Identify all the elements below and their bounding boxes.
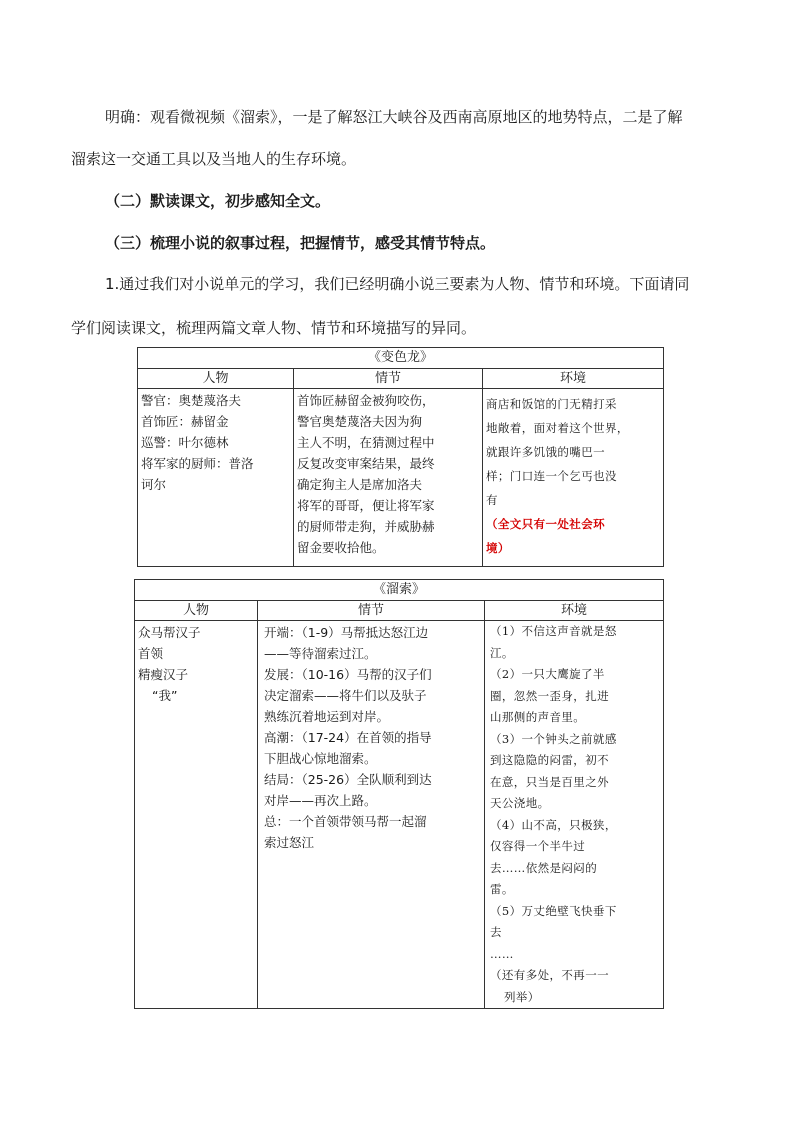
plot-line: 下胆战心惊地溜索。 [264, 751, 377, 766]
environment-note: （全文只有一处社会环 [486, 517, 605, 531]
header-environment: 环境 [485, 601, 664, 621]
environment-line: 去……依然是闷闷的 [490, 860, 598, 875]
table-title: 《溜索》 [135, 580, 664, 601]
environment-line: 雷。 [490, 882, 514, 896]
liusuo-table [134, 579, 664, 1009]
environment-line: 样；门口连一个乞丐也没 [486, 469, 617, 483]
environment-line: …… [490, 946, 514, 961]
environment-line: 就跟许多饥饿的嘴巴一 [486, 445, 605, 459]
environment-line: （2）一只大鹰旋了半 [490, 667, 605, 681]
environment-cell [483, 389, 664, 567]
plot-line: 的厨师带走狗，并威胁赫 [297, 519, 435, 534]
environment-line: （还有多处，不再一一 [490, 968, 609, 982]
environment-line: 天公浇地。 [490, 796, 550, 810]
task-line-1: 1.通过我们对小说单元的学习，我们已经明确小说三要素为人物、情节和环境。下面请同 [105, 275, 690, 293]
environment-line: 地敞着，面对着这个世界， [486, 421, 629, 435]
environment-note: 境） [486, 541, 510, 555]
character-item: “我” [152, 688, 178, 703]
character-item: 首饰匠：赫留金 [141, 414, 229, 429]
environment-line: 山那侧的声音里。 [490, 710, 586, 724]
section-heading-2: （二）默读课文，初步感知全文。 [105, 192, 331, 210]
plot-cell [294, 389, 483, 567]
environment-line: 仅容得一个半牛过 [490, 839, 586, 853]
intro-line-1: 明确：观看微视频《溜索》，一是了解怒江大峡谷及西南高原地区的地势特点，二是了解 [105, 108, 683, 126]
plot-line: 熟练沉着地运到对岸。 [264, 709, 390, 724]
character-item: 巡警：叶尔德林 [141, 435, 229, 450]
environment-line: （4）山不高，只极狭， [490, 817, 617, 832]
characters-cell [138, 389, 294, 567]
environment-line: （1）不信这声音就是怒 [490, 624, 617, 638]
plot-line: 对岸——再次上路。 [264, 793, 377, 808]
environment-line: （5）万丈绝壁飞快垂下 [490, 903, 617, 918]
plot-line: 首饰匠赫留金被狗咬伤， [297, 393, 435, 408]
header-characters: 人物 [138, 369, 294, 389]
plot-line: 反复改变审案结果，最终 [297, 456, 435, 471]
plot-line: 结局：（25-26）全队顺利到达 [264, 772, 432, 787]
intro-line-2: 溜索这一交通工具以及当地人的生存环境。 [71, 150, 357, 168]
plot-cell [258, 621, 485, 1009]
environment-line: 圈，忽然一歪身，扎进 [490, 688, 609, 703]
environment-line: 到这隐隐的闷雷，初不 [490, 753, 609, 767]
environment-line: 去 [490, 925, 502, 939]
plot-line: 确定狗主人是席加洛夫 [297, 477, 423, 492]
character-item: 众马帮汉子 [138, 625, 201, 640]
table-title: 《变色龙》 [138, 348, 664, 369]
character-item: 精瘦汉子 [138, 667, 189, 682]
task-line-2: 学们阅读课文，梳理两篇文章人物、情节和环境描写的异同。 [71, 319, 477, 337]
header-plot: 情节 [258, 601, 485, 621]
character-item: 诃尔 [141, 477, 167, 492]
section-heading-3: （三）梳理小说的叙事过程，把握情节，感受其情节特点。 [105, 234, 496, 252]
bianselong-table [137, 347, 664, 567]
header-plot: 情节 [294, 369, 483, 389]
environment-line: 江。 [490, 645, 514, 660]
character-item: 将军家的厨师：普洛 [141, 456, 254, 471]
characters-cell [135, 621, 258, 1009]
plot-line: 留金要收拾他。 [297, 540, 385, 555]
plot-line: 主人不明，在猜测过程中 [297, 435, 435, 450]
header-characters: 人物 [135, 601, 258, 621]
plot-line: 高潮：（17-24）在首领的指导 [264, 730, 432, 745]
plot-line: ——等待溜索过江。 [264, 646, 377, 661]
character-item: 警官：奥楚蔑洛夫 [141, 393, 242, 408]
plot-line: 决定溜索——将牛们以及驮子 [264, 688, 427, 703]
plot-line: 索过怒江 [264, 835, 315, 850]
plot-line: 总：一个首领带领马帮一起溜 [264, 814, 427, 829]
plot-line: 警官奥楚蔑洛夫因为狗 [297, 414, 423, 429]
environment-cell [485, 621, 664, 1009]
header-environment: 环境 [483, 369, 664, 389]
character-item: 首领 [138, 646, 164, 661]
plot-line: 发展：（10-16）马帮的汉子们 [264, 667, 432, 682]
environment-line: （3）一个钟头之前就感 [490, 731, 617, 746]
environment-line: 有 [486, 493, 498, 507]
plot-line: 开端：（1-9）马帮抵达怒江边 [264, 625, 429, 640]
environment-line: 列举） [504, 989, 540, 1004]
plot-line: 将军的哥哥，便让将军家 [297, 498, 435, 513]
environment-line: 商店和饭馆的门无精打采 [486, 397, 617, 411]
environment-line: 在意，只当是百里之外 [490, 774, 609, 789]
